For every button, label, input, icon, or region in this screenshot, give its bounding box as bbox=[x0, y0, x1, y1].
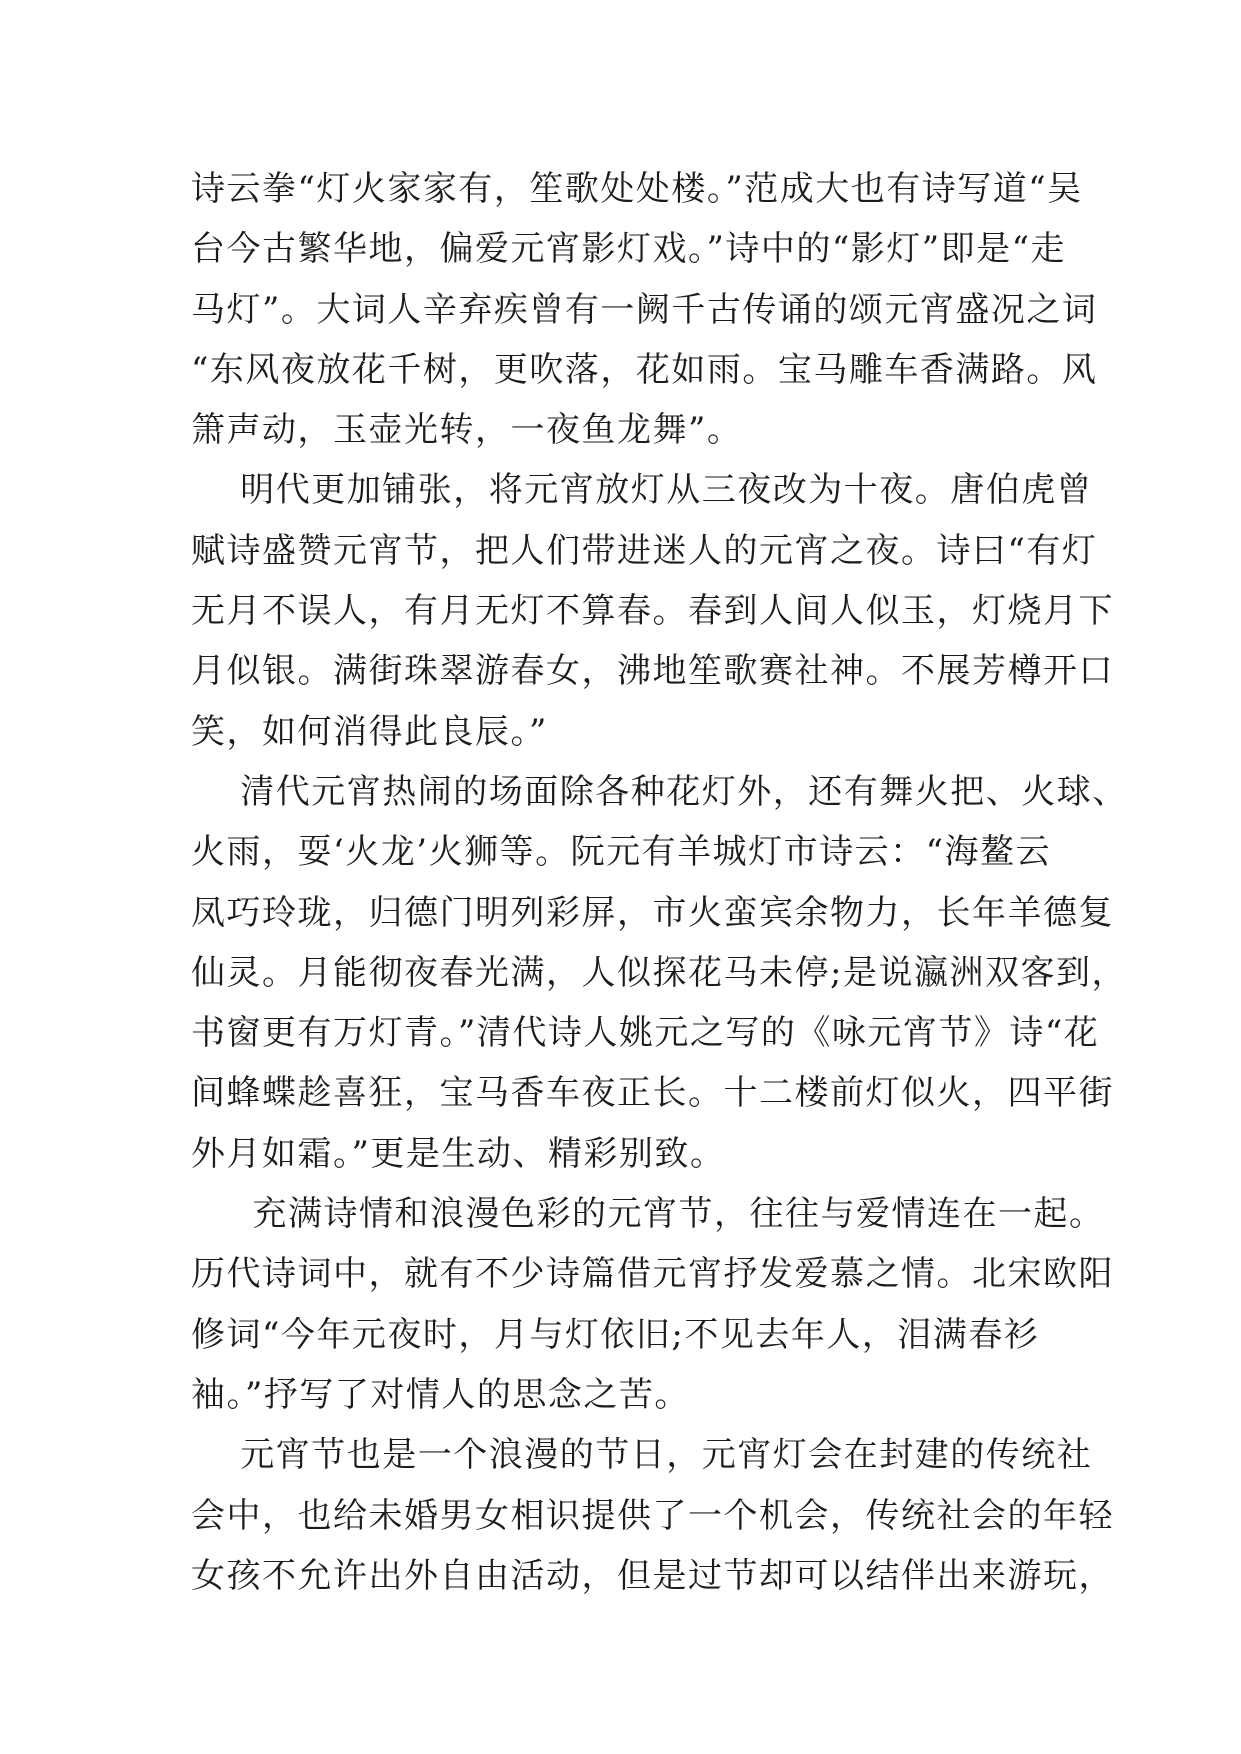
text-line: 元宵节也是一个浪漫的节日，元宵灯会在封建的传统社 bbox=[191, 1435, 1093, 1476]
text-line: 笑，如何消得此良辰。” bbox=[191, 711, 548, 752]
text-line: 间蜂蝶趁喜狂，宝马香车夜正长。十二楼前灯似火，四平街 bbox=[191, 1073, 1114, 1114]
text-line: 马灯”。大词人辛弃疾曾有一阙千古传诵的颂元宵盛况之词 bbox=[191, 289, 1098, 330]
text-line: 书窗更有万灯青。”清代诗人姚元之写的《咏元宵节》诗“花 bbox=[191, 1013, 1100, 1054]
text-line: 凤巧玲珑，归德门明列彩屏，市火蛮宾余物力，长年羊德复 bbox=[191, 892, 1114, 933]
text-line: 明代更加铺张，将元宵放灯从三夜改为十夜。唐伯虎曾 bbox=[191, 470, 1093, 511]
text-line: 修词“今年元夜时，月与灯依旧;不见去年人，泪满春衫 bbox=[191, 1314, 1040, 1355]
text-line: 女孩不允许出外自由活动，但是过节却可以结伴出来游玩， bbox=[191, 1555, 1114, 1596]
text-line: “东风夜放花千树，更吹落，花如雨。宝马雕车香满路。风 bbox=[191, 349, 1098, 390]
text-line: 赋诗盛赞元宵节，把人们带进迷人的元宵之夜。诗曰“有灯 bbox=[191, 530, 1098, 571]
text-line: 充满诗情和浪漫色彩的元宵节，往往与爱情连在一起。 bbox=[191, 1194, 1105, 1235]
text-line: 仙灵。月能彻夜春光满，人似探花马未停;是说瀛洲双客到， bbox=[191, 952, 1127, 993]
body-text bbox=[191, 159, 1128, 1606]
text-line: 月似银。满街珠翠游春女，沸地笙歌赛社神。不展芳樽开口 bbox=[191, 651, 1114, 692]
text-line: 无月不误人，有月无灯不算春。春到人间人似玉，灯烧月下 bbox=[191, 591, 1114, 632]
text-line: 清代元宵热闹的场面除各种花灯外，还有舞火把、火球、 bbox=[191, 771, 1128, 812]
text-line: 外月如霜。”更是生动、精彩别致。 bbox=[191, 1133, 726, 1174]
text-line: 会中，也给未婚男女相识提供了一个机会，传统社会的年轻 bbox=[191, 1495, 1114, 1536]
text-line: 台今古繁华地，偏爱元宵影灯戏。”诗中的“影灯”即是“走 bbox=[191, 229, 1067, 270]
text-line: 历代诗词中，就有不少诗篇借元宵抒发爱慕之情。北宋欧阳 bbox=[191, 1254, 1114, 1295]
text-line: 诗云拳“灯火家家有，笙歌处处楼。”范成大也有诗写道“吴 bbox=[191, 169, 1083, 209]
text-line: 火雨，耍‘火龙’火狮等。阮元有羊城灯市诗云：“海鳌云 bbox=[191, 832, 1051, 873]
text-line: 箫声动，玉壶光转，一夜鱼龙舞”。 bbox=[191, 410, 743, 451]
text-line: 袖。”抒写了对情人的思念之苦。 bbox=[191, 1374, 690, 1415]
